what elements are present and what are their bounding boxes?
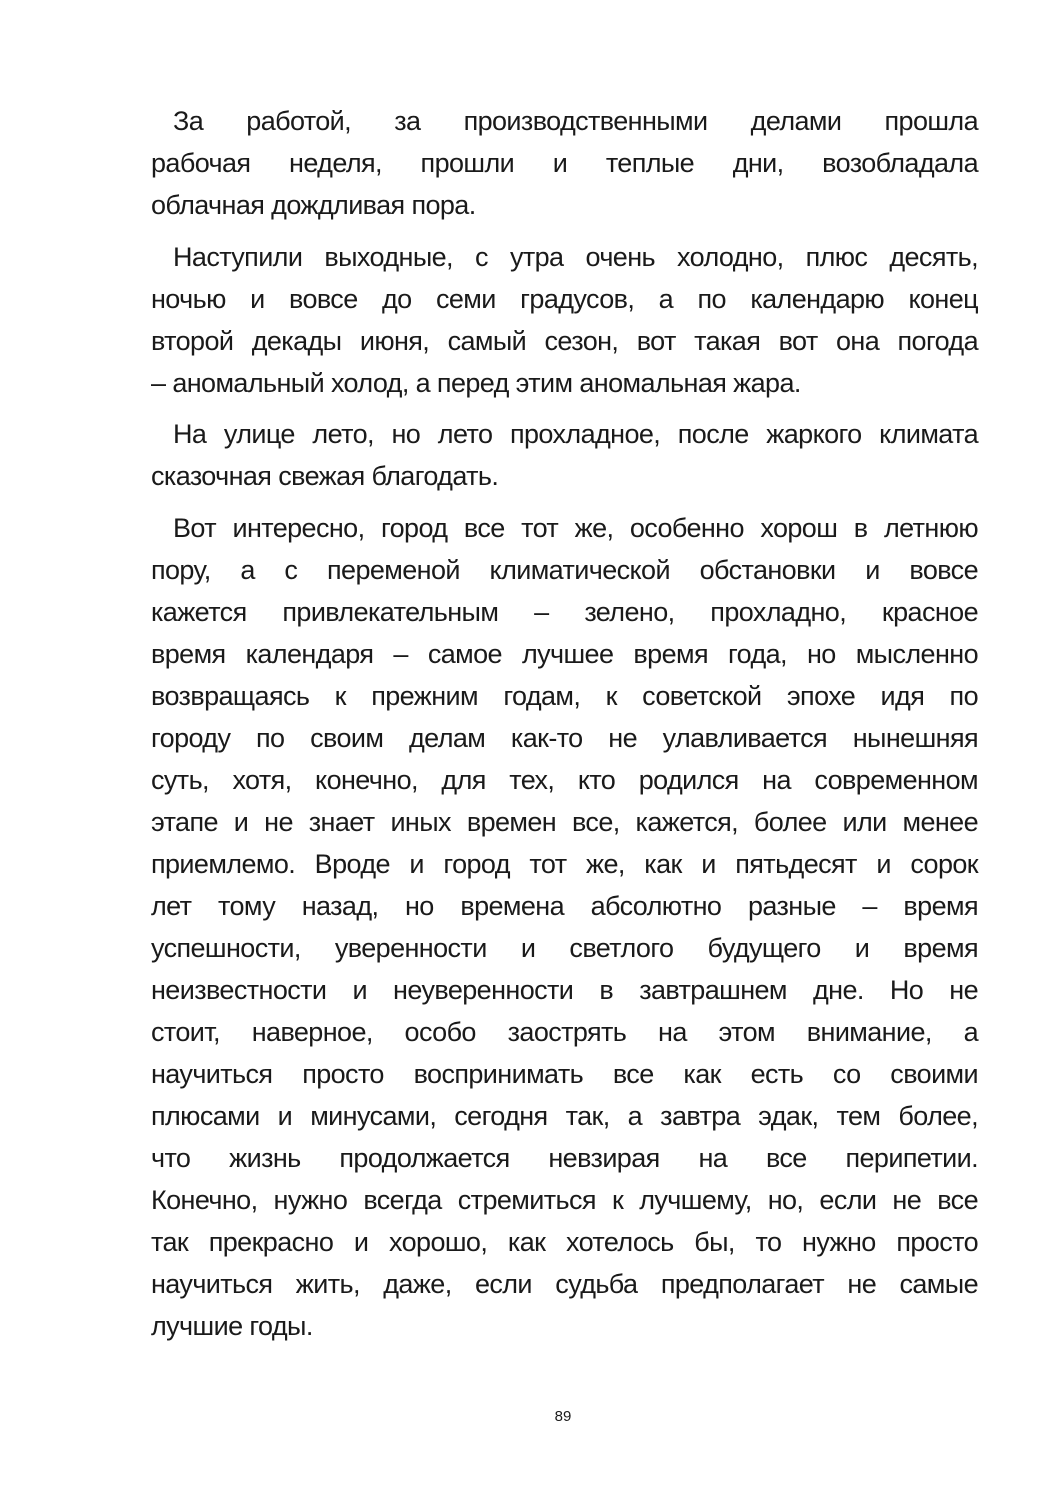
text-line: ночью и вовсе до семи градусов, а по календарю конец bbox=[151, 283, 978, 314]
text-line: кажется привлекательным – зелено, прохладно, красное bbox=[151, 596, 978, 627]
text-line: научиться жить, даже, если судьба предполагает не самые bbox=[151, 1268, 978, 1299]
text-line: лет тому назад, но времена абсолютно разные – время bbox=[151, 890, 978, 921]
text-line: научиться просто воспринимать все как есть со своими bbox=[151, 1058, 978, 1089]
text-line: сказочная свежая благодать. bbox=[151, 461, 499, 491]
text-line: так прекрасно и хорошо, как хотелось бы, то нужно просто bbox=[151, 1226, 978, 1257]
text-line: облачная дождливая пора. bbox=[151, 190, 476, 220]
text-line: стоит, наверное, особо заострять на этом внимание, а bbox=[151, 1016, 978, 1047]
text-line: За работой, за производственными делами прошла bbox=[173, 106, 978, 136]
text-line: пору, а с переменой климатической обстановки и вовсе bbox=[151, 554, 978, 585]
text-line: этапе и не знает иных времен все, кажется, более или менее bbox=[151, 806, 978, 837]
text-line: возвращаясь к прежним годам, к советской эпохе идя по bbox=[151, 680, 978, 711]
text-line: На улице лето, но лето прохладное, после жаркого климата bbox=[173, 419, 978, 449]
text-line: неизвестности и неуверенности в завтрашнем дне. Но не bbox=[151, 974, 978, 1005]
paragraph-3 bbox=[151, 413, 978, 497]
paragraph-gap bbox=[151, 497, 978, 507]
paragraph-gap bbox=[151, 226, 978, 236]
paragraph-4 bbox=[151, 507, 978, 1347]
text-line: – аномальный холод, а перед этим аномальная жара. bbox=[151, 367, 801, 398]
text-line: плюсами и минусами, сегодня так, а завтра эдак, тем более, bbox=[151, 1100, 978, 1131]
body-text bbox=[151, 100, 978, 1347]
text-line: лучшие годы. bbox=[151, 1310, 313, 1341]
text-line: рабочая неделя, прошли и теплые дни, возобладала bbox=[151, 148, 978, 178]
text-line: Наступили выходные, с утра очень холодно, плюс десять, bbox=[173, 241, 978, 272]
paragraph-2 bbox=[151, 236, 978, 404]
text-line: городу по своим делам как-то не улавливается нынешняя bbox=[151, 722, 978, 753]
text-line: Вот интересно, город все тот же, особенно хорош в летнюю bbox=[173, 512, 978, 543]
paragraph-gap bbox=[151, 404, 978, 414]
text-line: второй декады июня, самый сезон, вот такая вот она погода bbox=[151, 325, 978, 356]
text-line: что жизнь продолжается невзирая на все перипетии. bbox=[151, 1142, 978, 1173]
text-line: суть, хотя, конечно, для тех, кто родился на современном bbox=[151, 764, 978, 795]
paragraph-1 bbox=[151, 100, 978, 226]
page-number: 89 bbox=[554, 1408, 572, 1425]
text-line: Конечно, нужно всегда стремиться к лучшему, но, если не все bbox=[151, 1184, 978, 1215]
text-line: приемлемо. Вроде и город тот же, как и пятьдесят и сорок bbox=[151, 848, 978, 879]
text-line: время календаря – самое лучшее время года, но мысленно bbox=[151, 638, 978, 669]
text-line: успешности, уверенности и светлого будущего и время bbox=[151, 932, 978, 963]
